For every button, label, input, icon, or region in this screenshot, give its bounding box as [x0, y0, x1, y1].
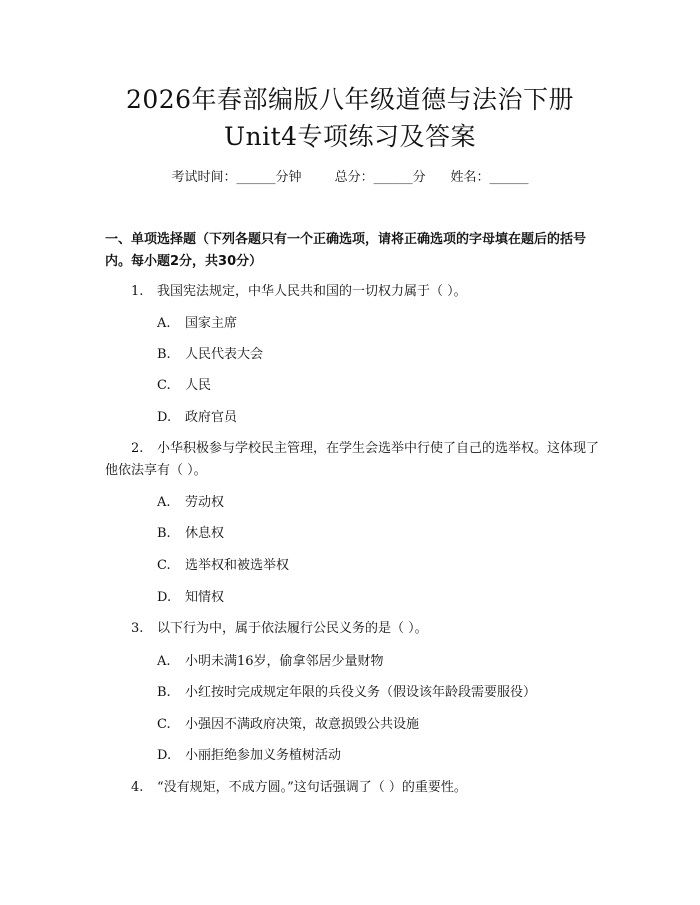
option-1d — [157, 407, 237, 429]
option-letter: C. — [157, 378, 171, 393]
option-2d — [157, 587, 224, 609]
section-heading: 一、单项选择题（下列各题只有一个正确选项，请将正确选项的字母填在题后的括号内。每小题2分，共30分） — [105, 232, 587, 269]
option-letter: B. — [157, 526, 171, 541]
option-letter: A. — [157, 495, 171, 510]
question-text: “没有规矩，不成方圆。”这句话强调了（ ）的重要性。 — [157, 780, 467, 795]
option-text: 休息权 — [185, 526, 225, 541]
option-1c — [157, 375, 211, 397]
option-1b — [157, 344, 263, 366]
question-2 — [105, 438, 600, 482]
total-score-label: 总分：______分 — [334, 170, 426, 185]
option-3c — [157, 714, 419, 736]
option-letter: B. — [157, 347, 171, 362]
option-text: 小丽拒绝参加义务植树活动 — [185, 748, 342, 763]
question-text: 以下行为中，属于依法履行公民义务的是（ ）。 — [157, 621, 428, 636]
option-3a — [157, 651, 384, 673]
document-title-line2: Unit4专项练习及答案 — [223, 122, 477, 151]
option-3b — [157, 682, 536, 704]
option-text: 小明未满16岁，偷拿邻居少量财物 — [185, 654, 384, 669]
name-label: 姓名：______ — [450, 170, 529, 185]
option-text: 小强因不满政府决策，故意损毁公共设施 — [185, 717, 420, 732]
question-3 — [105, 618, 600, 640]
option-letter: D. — [157, 748, 172, 763]
document-title-line1: 2026年春部编版八年级道德与法治下册 — [125, 85, 575, 114]
option-2c — [157, 555, 289, 577]
option-text: 国家主席 — [185, 316, 238, 331]
option-text: 小红按时完成规定年限的兵役义务（假设该年龄段需要服役） — [185, 685, 537, 700]
option-3d — [157, 745, 341, 767]
question-4 — [105, 777, 600, 799]
question-number: 3. — [131, 621, 144, 636]
option-text: 人民代表大会 — [185, 347, 264, 362]
question-text: 我国宪法规定，中华人民共和国的一切权力属于（ ）。 — [157, 284, 467, 299]
option-letter: A. — [157, 316, 171, 331]
option-text: 政府官员 — [185, 410, 238, 425]
option-letter: C. — [157, 558, 171, 573]
option-2b — [157, 523, 224, 545]
question-number: 1. — [131, 284, 144, 299]
option-text: 知情权 — [185, 590, 225, 605]
question-number: 2. — [131, 441, 144, 456]
option-text: 选举权和被选举权 — [185, 558, 290, 573]
option-letter: B. — [157, 685, 171, 700]
option-2a — [157, 492, 224, 514]
option-letter: C. — [157, 717, 171, 732]
question-text: 小华积极参与学校民主管理，在学生会选举中行使了自己的选举权。这体现了他依法享有（ ）。 — [105, 441, 600, 478]
question-1 — [105, 281, 600, 303]
option-1a — [157, 313, 237, 335]
question-number: 4. — [131, 780, 144, 795]
option-text: 劳动权 — [185, 495, 225, 510]
exam-time-label: 考试时间：______分钟 — [171, 170, 302, 185]
option-letter: D. — [157, 410, 172, 425]
option-letter: D. — [157, 590, 172, 605]
exam-meta — [0, 168, 700, 188]
option-letter: A. — [157, 654, 171, 669]
option-text: 人民 — [185, 378, 212, 393]
